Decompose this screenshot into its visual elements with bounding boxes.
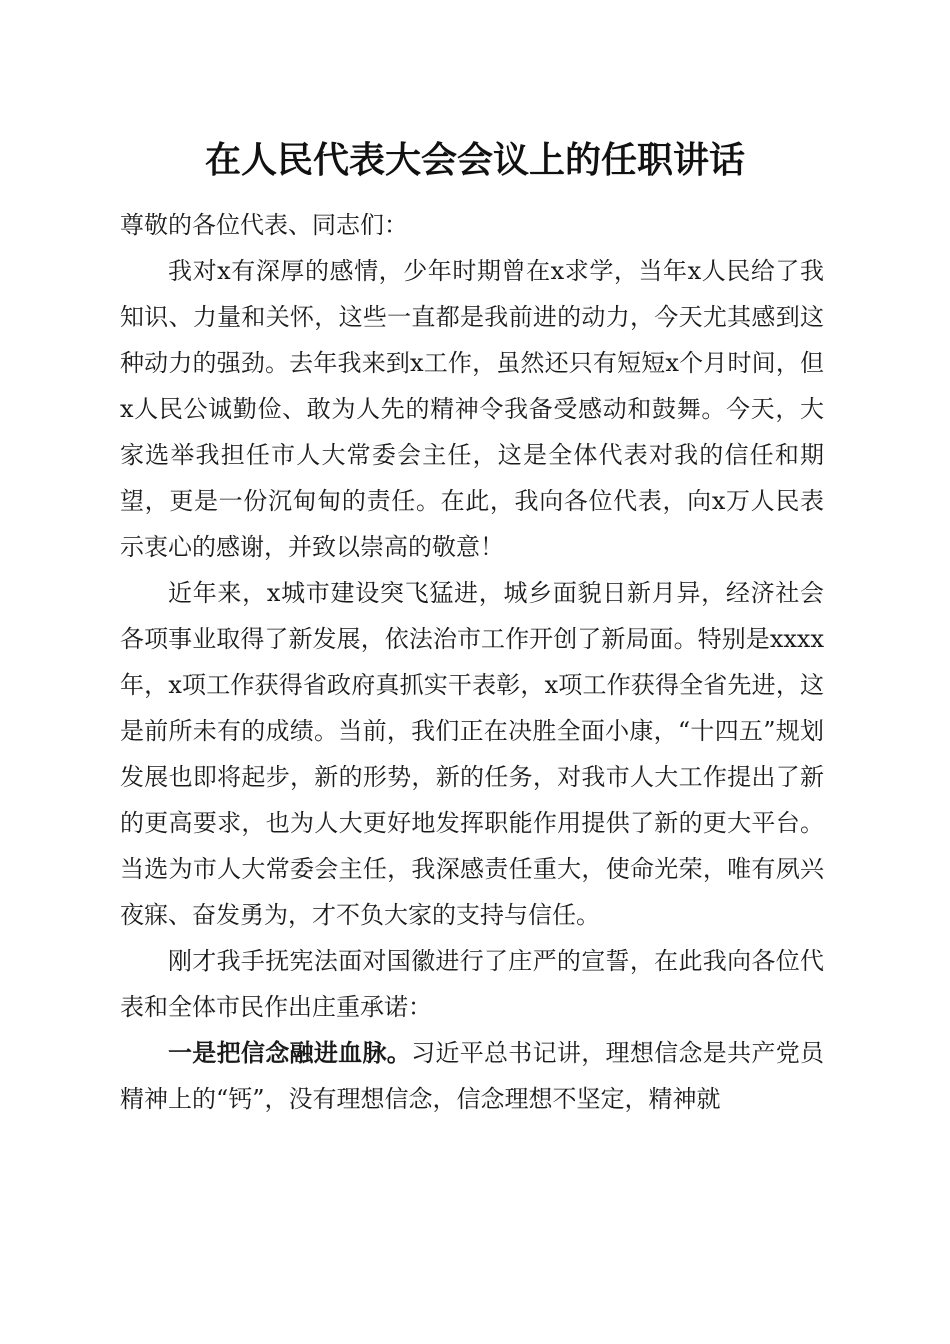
paragraph-1: 我对x有深厚的感情，少年时期曾在x求学，当年x人民给了我知识、力量和关怀，这些一直都是我前进的动力，今天尤其感到这种动力的强劲。去年我来到x工作，虽然还只有短短x个月时间，但x人民公诚勤俭、敢为人先的精神令我备受感动和鼓舞。今天，大家选举我担任市人大常委会主任，这是全体代表对我的信任和期望，更是一份沉甸甸的责任。在此，我向各位代表，向x万人民表示衷心的感谢，并致以崇高的敬意！ [120, 257, 824, 561]
document-body [120, 202, 824, 1122]
point-one-heading: 一是把信念融进血脉。 [168, 1038, 412, 1067]
document-title: 在人民代表大会会议上的任职讲话 [204, 139, 745, 181]
paragraph-3: 刚才我手抚宪法面对国徽进行了庄严的宣誓，在此我向各位代表和全体市民作出庄重承诺： [120, 947, 824, 1021]
salutation: 尊敬的各位代表、同志们： [120, 211, 408, 239]
paragraph-2: 近年来，x城市建设突飞猛进，城乡面貌日新月异，经济社会各项事业取得了新发展，依法治市工作开创了新局面。特别是xxxx年，x项工作获得省政府真抓实干表彰，x项工作获得全省先进，这是前所未有的成绩。当前，我们正在决胜全面小康，“十四五”规划发展也即将起步，新的形势，新的任务，对我市人大工作提出了新的更高要求，也为人大更好地发挥职能作用提供了新的更大平台。当选为市人大常委会主任，我深感责任重大，使命光荣，唯有夙兴夜寐、奋发勇为，才不负大家的支持与信任。 [120, 579, 824, 929]
point-one-text: 习近平总书记讲，理想信念是共产党员精神上的“钙”，没有理想信念，信念理想不坚定，精神就 [120, 1039, 825, 1113]
paragraph-4 [120, 1030, 824, 1122]
